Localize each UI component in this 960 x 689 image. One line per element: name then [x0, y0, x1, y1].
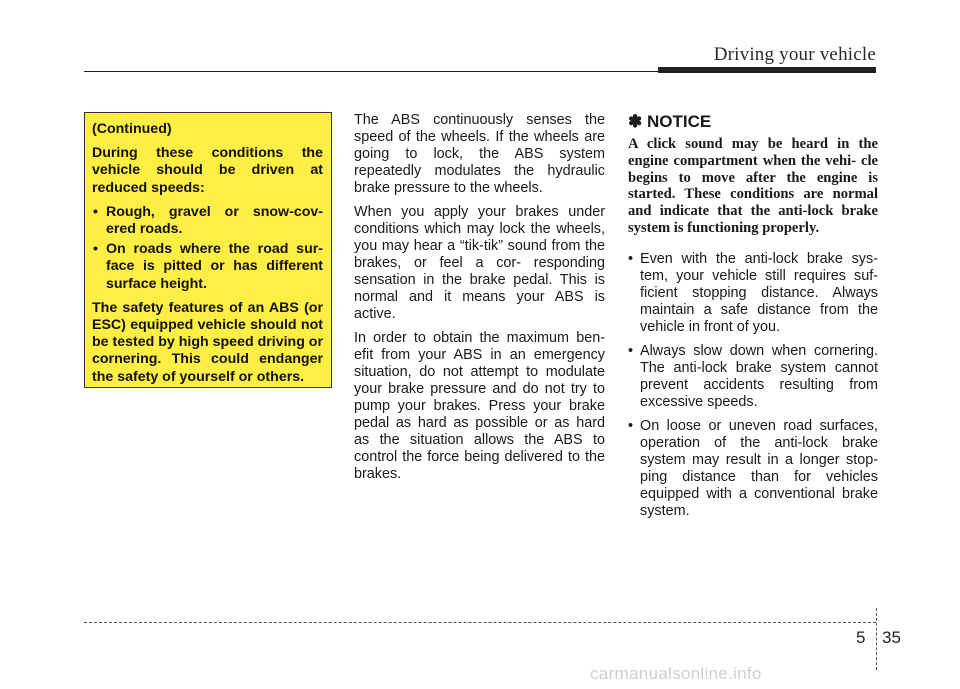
notice-bullet: • On loose or uneven road surfaces, operation of the anti-lock brake system may result in a longer stop- ping distance than for vehicles equipped with a conventional brake system.: [628, 418, 878, 520]
warning-continued: (Continued): [92, 121, 172, 137]
warning-closing: The safety features of an ABS (or ESC) equipped vehicle should not be tested by high speed driving or cornering. This could endanger the safety of yourself or others.: [92, 299, 323, 385]
page-number: 35: [882, 628, 901, 647]
footer-rule: [84, 622, 876, 623]
notice-bullet: • Even with the anti-lock brake sys- tem, your vehicle still requires suf- ficient stopping distance. Always maintain a safe distance from the vehicle in front of you.: [628, 251, 878, 336]
warning-bullet: • Rough, gravel or snow-cov- ered roads.: [92, 204, 323, 238]
footer-divider: [876, 608, 877, 670]
chapter-number: 5: [856, 628, 866, 647]
warning-bullet: • On roads where the road sur- face is pitted or has different surface height.: [92, 241, 323, 293]
notice-title: ✽ NOTICE: [628, 112, 712, 131]
notice-bullet: • Always slow down when cornering. The anti-lock brake system cannot prevent accidents resulting from excessive speeds.: [628, 343, 878, 411]
notice-body: A click sound may be heard in the engine compartment when the vehi- cle begins to move after the engine is started. These conditions are normal and indicate that the anti-lock brake system is functioning properly.: [628, 136, 878, 236]
section-title: Driving your vehicle: [713, 44, 876, 65]
warning-list: [92, 204, 323, 293]
body-paragraph: The ABS continuously senses the speed of the wheels. If the wheels are going to lock, the ABS system repeatedly modulates the hydraulic brake pressure to the wheels.: [354, 112, 605, 196]
warning-box: [84, 112, 332, 388]
body-paragraph: In order to obtain the maximum ben- efit from your ABS in an emergency situation, do not attempt to modulate your brake pressure and do not try to pump your brakes. Press your brake pedal as hard as possible or as hard as the situation allows the ABS to control the force being delivered to the brakes.: [354, 330, 605, 482]
watermark: carmanualsonline.info: [590, 664, 762, 683]
body-paragraph: When you apply your brakes under conditions which may lock the wheels, you may hear a “tik-tik” sound from the brakes, or feel a cor- responding sensation in the brake pedal. This is normal and it means your ABS is active.: [354, 204, 605, 322]
header-rule-accent: [658, 67, 876, 73]
warning-intro: During these conditions the vehicle should be driven at reduced speeds:: [92, 145, 323, 196]
notice-list: [628, 251, 878, 520]
middle-column: [354, 112, 605, 490]
notice-section: [628, 112, 878, 527]
